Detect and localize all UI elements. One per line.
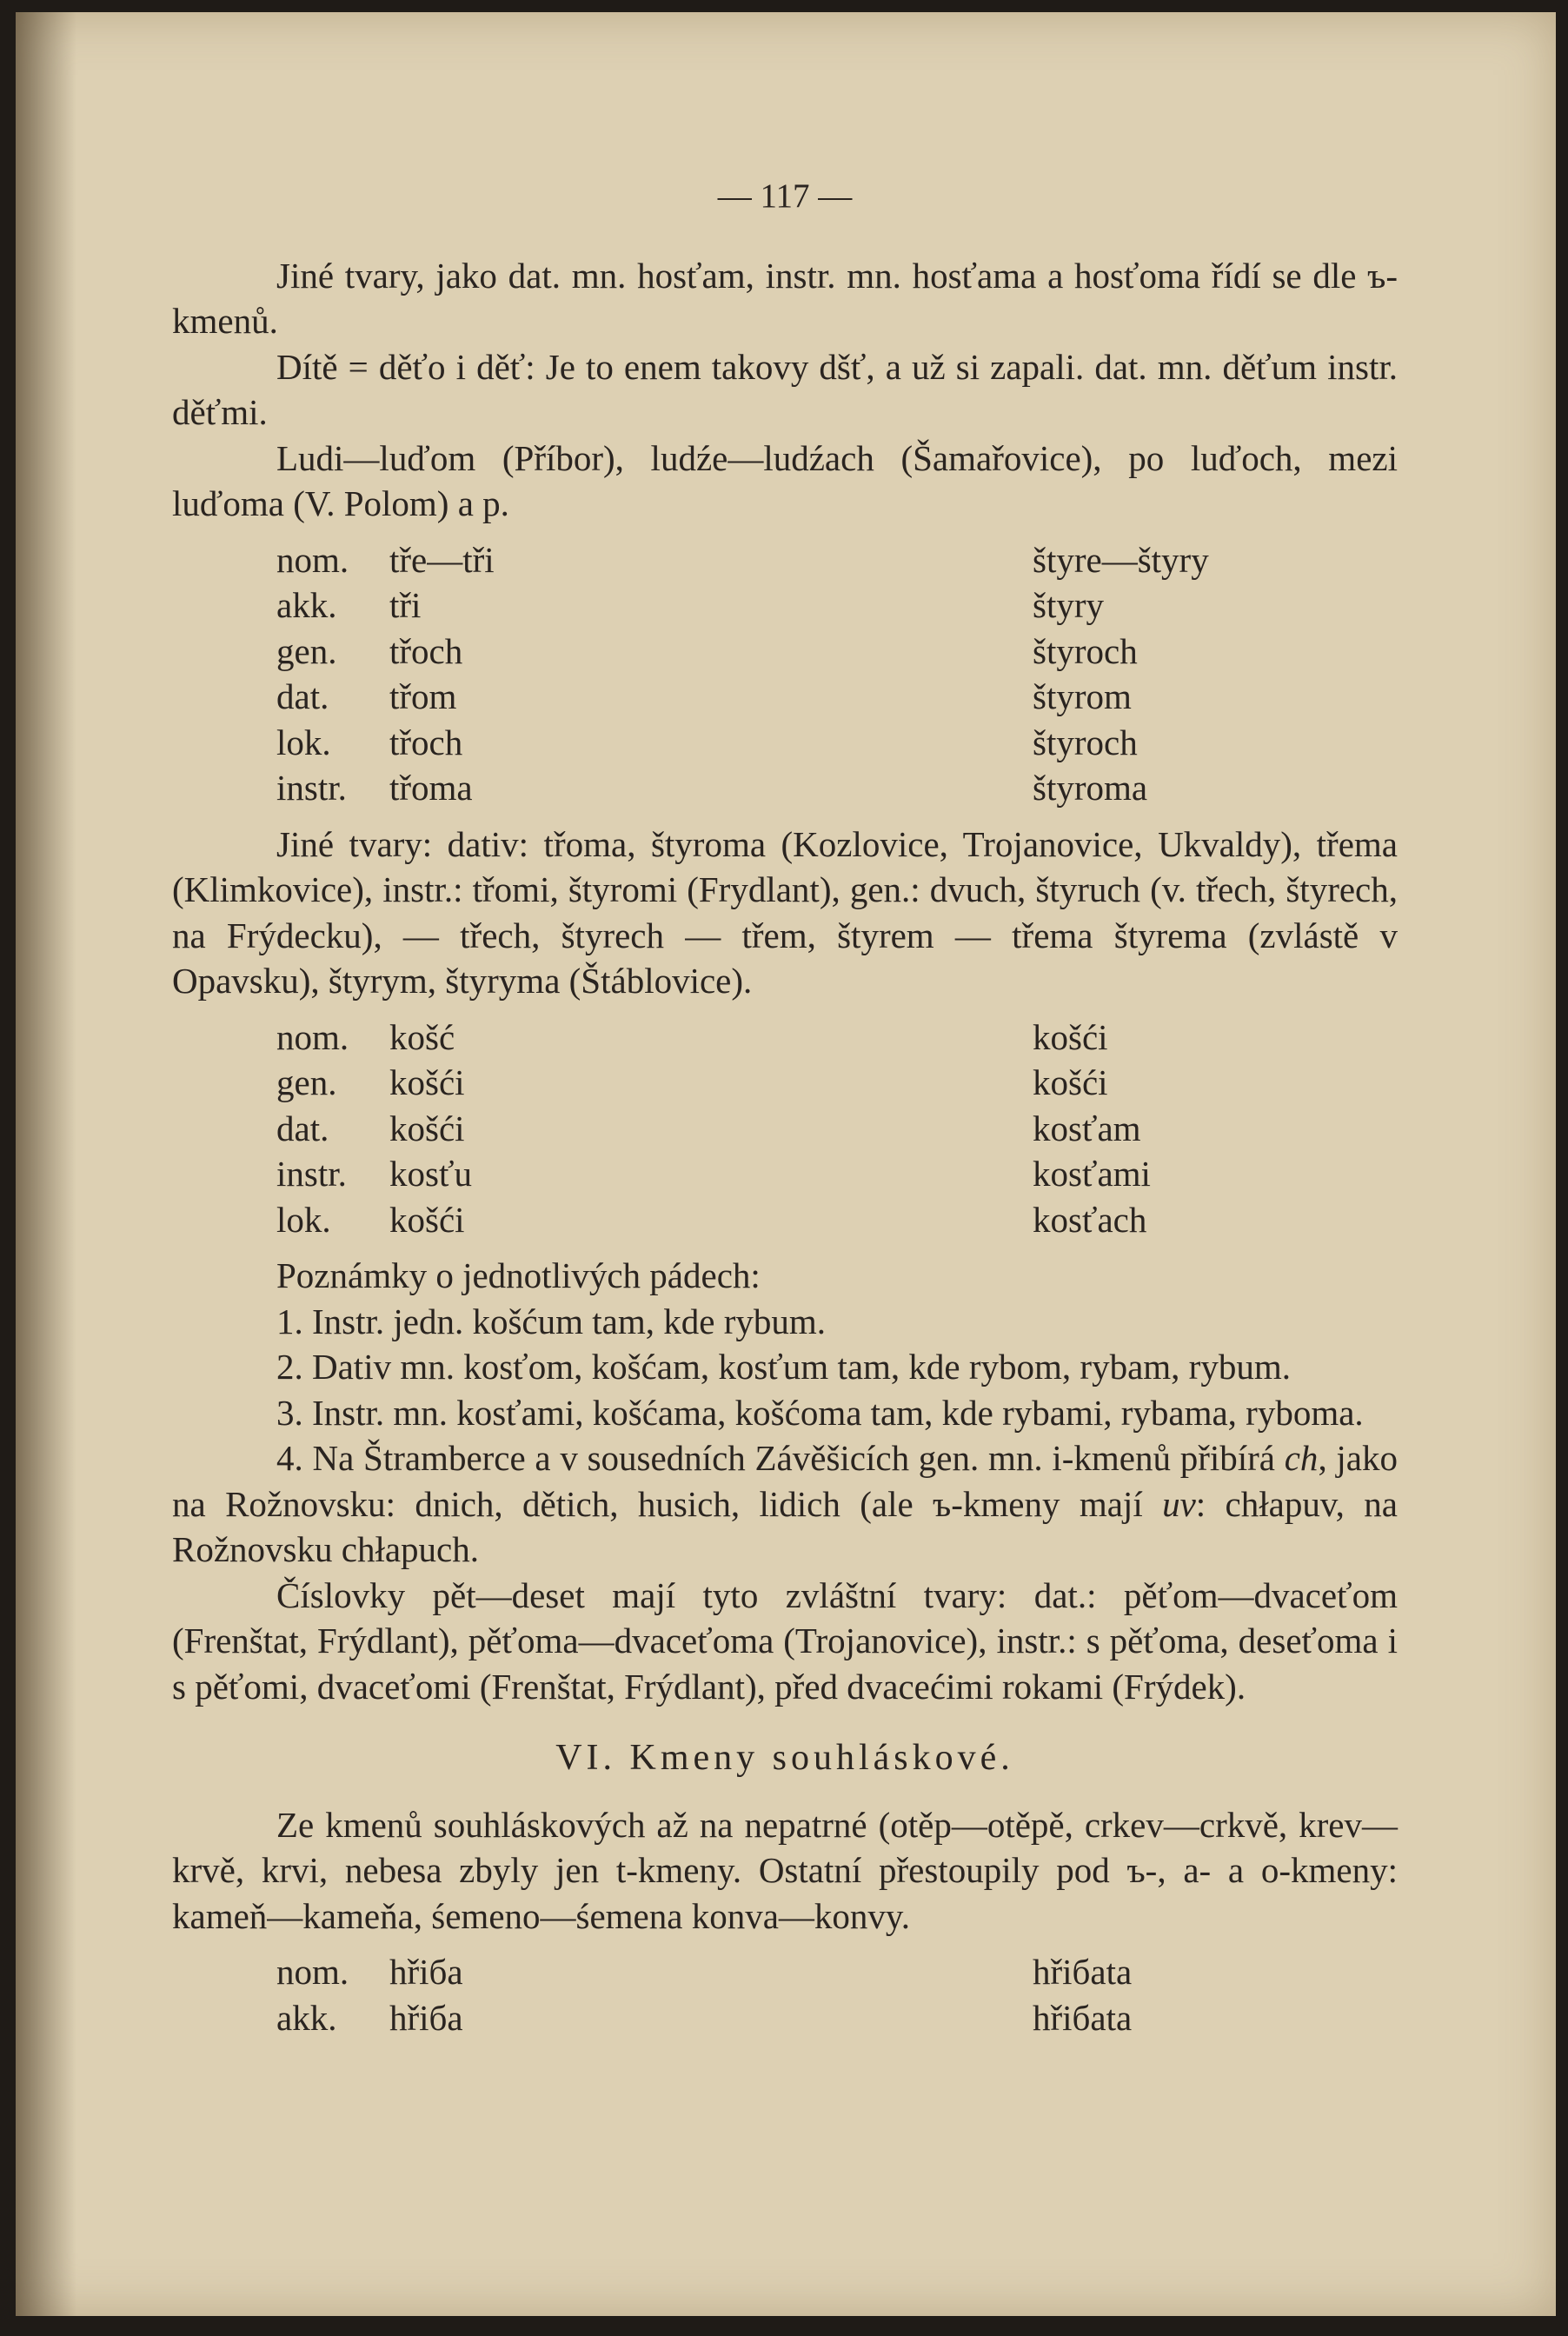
table-cell-pl: štyroch bbox=[1033, 630, 1138, 671]
note-4-uv: uv bbox=[1162, 1483, 1196, 1524]
book-page bbox=[16, 12, 1556, 2316]
table-cell-sg: košći bbox=[389, 1062, 465, 1102]
table-cell-case: lok. bbox=[276, 1199, 331, 1240]
table-cell-case: dat. bbox=[276, 1108, 329, 1148]
table-cell-sg: třoch bbox=[389, 722, 463, 762]
table-cell-pl: hřiбata bbox=[1033, 1952, 1133, 1992]
paragraph-other-numeral-forms: Jiné tvary: dativ: třoma, štyroma (Kozlovice, Trojanovice, Ukvaldy), třema (Klimkovice), instr.: třomi, štyromi (Frydlant), gen.: dvuch, štyruch (v. třech, štyrech, na Frýdecku), — třech, štyrech — třem, štyrem — třema štyrema (zvlástě v Opavsku), štyrym, štyryma (Štáblovice). bbox=[172, 823, 1398, 1001]
paragraph-dite: Dítě = děťo i děť: Je to enem takovy dšť, a už si zapali. dat. mn. děťum instr. děťmi. bbox=[172, 346, 1398, 432]
section-heading: VI. Kmeny souhláskové. bbox=[555, 1738, 1014, 1778]
table-cell-pl: štyrom bbox=[1033, 676, 1132, 716]
note-4-text-a: 4. Na Štramberce a v sousedních Závěšicích gen. mn. i-kmenů přibírá bbox=[276, 1438, 1285, 1478]
table-cell-case: nom. bbox=[276, 1952, 349, 1992]
table-cell-case: nom. bbox=[276, 539, 349, 580]
table-cell-case: dat. bbox=[276, 676, 329, 716]
page-number: — 117 — bbox=[717, 177, 853, 215]
note-3: 3. Instr. mn. kosťami, košćama, košćoma tam, kde rybami, rybama, ryboma. bbox=[276, 1392, 1364, 1433]
table-cell-sg: kosťu bbox=[389, 1154, 472, 1194]
table-cell-pl: štyroma bbox=[1033, 768, 1148, 808]
table-cell-case: instr. bbox=[276, 1154, 347, 1194]
table-cell-pl: kosťami bbox=[1033, 1154, 1151, 1194]
table-cell-case: instr. bbox=[276, 768, 347, 808]
note-1: 1. Instr. jedn. košćum tam, kde rybum. bbox=[276, 1301, 826, 1341]
page-content bbox=[172, 174, 1398, 2051]
declension-table-three-four bbox=[276, 537, 1398, 811]
paragraph-ludi: Ludi—luďom (Příbor), ludźe—ludźach (Šamařovice), po luďoch, mezi luďoma (V. Polom) a p. bbox=[172, 437, 1398, 523]
table-cell-sg: hřiба bbox=[389, 1997, 463, 2038]
table-cell-pl: hřiбata bbox=[1033, 1997, 1133, 2038]
table-cell-case: akk. bbox=[276, 1997, 337, 2038]
table-cell-pl: štyre—štyry bbox=[1033, 539, 1209, 580]
table-cell-sg: třoch bbox=[389, 630, 463, 671]
table-cell-sg: třoma bbox=[389, 768, 473, 808]
table-cell-case: akk. bbox=[276, 585, 337, 625]
note-4-ch: ch bbox=[1284, 1438, 1319, 1478]
paragraph-numerals: Číslovky pět—deset mají tyto zvláštní tvary: dat.: pěťom—dvaceťom (Frenštat, Frýdlant), pěťoma—dvaceťoma (Trojanovice), instr.: s pěťoma, deseťoma i s pěťomi, dvaceťomi (Frenštat, Frýdlant), před dvacećimi rokami (Frýdek). bbox=[172, 1574, 1398, 1707]
table-cell-case: nom. bbox=[276, 1016, 349, 1057]
table-cell-sg: košć bbox=[389, 1016, 455, 1057]
table-cell-case: gen. bbox=[276, 1062, 337, 1102]
table-cell-case: lok. bbox=[276, 722, 331, 762]
table-cell-pl: štyry bbox=[1033, 585, 1104, 625]
note-4-text-b: , jako na Rožnovsku: dnich, dětich, husich, lidich (ale ъ-kmeny mají bbox=[172, 1438, 1399, 1524]
table-cell-pl: košći bbox=[1033, 1016, 1108, 1057]
table-cell-pl: štyroch bbox=[1033, 722, 1138, 762]
note-4 bbox=[172, 1435, 1398, 1573]
table-cell-sg: hřiба bbox=[389, 1952, 463, 1992]
table-cell-sg: košći bbox=[389, 1199, 465, 1240]
notes-title: Poznámky o jednotlivých pádech: bbox=[276, 1255, 761, 1295]
table-cell-sg: třom bbox=[389, 676, 457, 716]
table-cell-sg: tři bbox=[389, 585, 422, 625]
table-cell-pl: kosťach bbox=[1033, 1199, 1147, 1240]
table-cell-pl: kosťam bbox=[1033, 1108, 1141, 1148]
declension-table-hriba bbox=[276, 1949, 1398, 2040]
note-2: 2. Dativ mn. kosťom, košćam, kosťum tam, kde rybom, rybam, rybum. bbox=[276, 1347, 1291, 1387]
table-cell-case: gen. bbox=[276, 630, 337, 671]
table-cell-pl: košći bbox=[1033, 1062, 1108, 1102]
paragraph-other-forms: Jiné tvary, jako dat. mn. hosťam, instr. mn. hosťama a hosťoma řídí se dle ъ-kmenů. bbox=[172, 255, 1398, 341]
table-cell-sg: tře—tři bbox=[389, 539, 495, 580]
table-cell-sg: košći bbox=[389, 1108, 465, 1148]
note-4-text-c: : chłapuv, na Rožnovsku chłapuch. bbox=[172, 1483, 1398, 1569]
paragraph-consonant-stems: Ze kmenů souhláskových až na nepatrné (otěp—otěpě, crkev—crkvě, krev—krvě, krvi, nebesa zbyly jen t-kmeny. Ostatní přestoupily pod ъ-, a- a o-kmeny: kameň—kameňa, śemeno—śemena konva—konvy. bbox=[172, 1804, 1398, 1936]
declension-table-kosc bbox=[276, 1015, 1398, 1243]
